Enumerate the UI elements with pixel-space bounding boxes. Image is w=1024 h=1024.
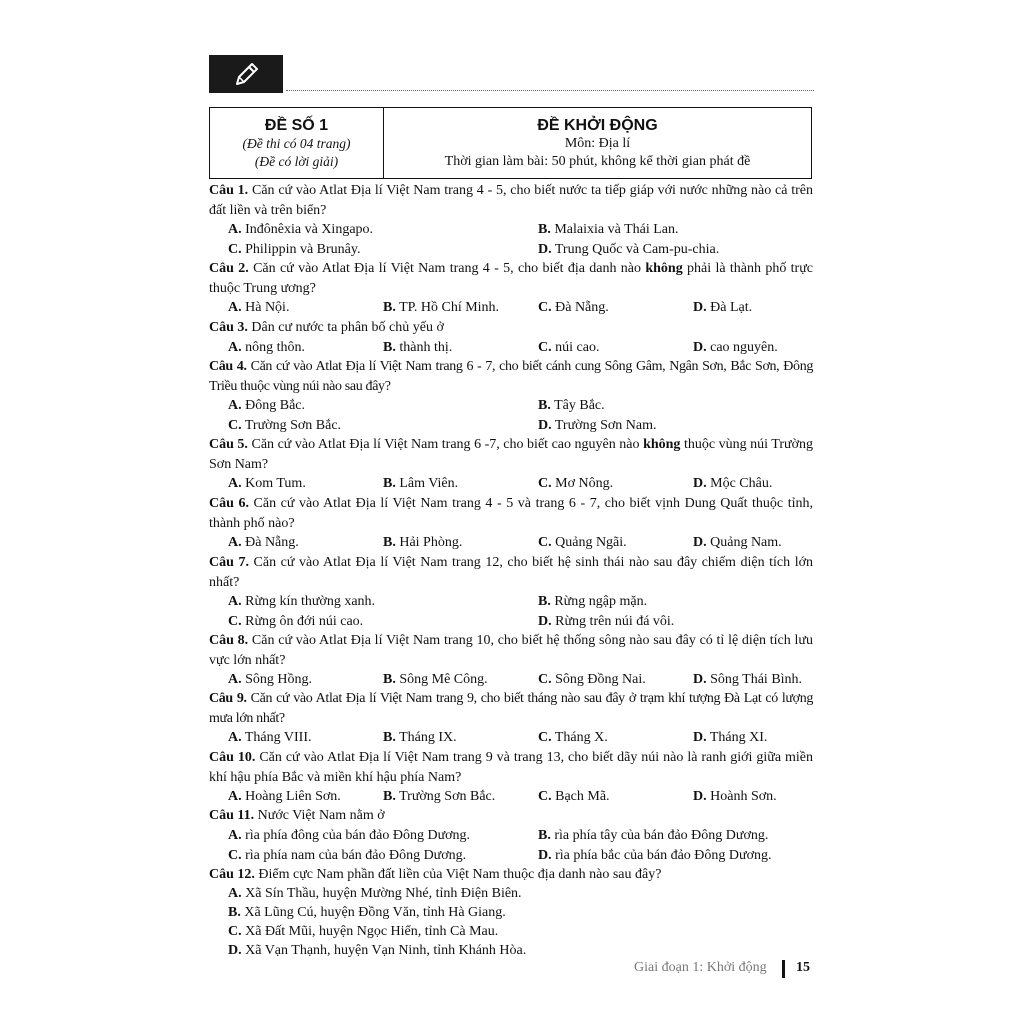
option-text: Quảng Nam. xyxy=(710,535,782,550)
option-text: Quảng Ngãi. xyxy=(555,535,627,550)
option xyxy=(228,416,341,436)
option xyxy=(228,826,470,846)
exam-number: ĐỀ SỐ 1 xyxy=(264,117,329,134)
option-letter: C. xyxy=(538,300,552,315)
option xyxy=(228,922,498,942)
option-letter: A. xyxy=(228,476,242,491)
option xyxy=(693,533,782,553)
dotted-divider xyxy=(286,90,814,91)
question-12 xyxy=(209,865,813,885)
question-text: thuộc vùng núi Trường Sơn Nam? xyxy=(209,437,814,472)
option xyxy=(538,533,627,553)
option-text: Tháng XI. xyxy=(709,730,768,745)
emphasis-text: không xyxy=(643,437,681,452)
option-text: Hoàng Liên Sơn. xyxy=(245,789,341,804)
question-text: Căn cứ vào Atlat Địa lí Việt Nam trang 4 - 5 và trang 6 - 7, cho biết vịnh Dung Quất thuộc tỉnh, thành phố nào? xyxy=(209,496,813,531)
option-letter: B. xyxy=(538,594,551,609)
question-11 xyxy=(209,806,813,826)
option-text: Mơ Nông. xyxy=(555,476,614,491)
option xyxy=(228,220,373,240)
footer-divider xyxy=(782,960,785,978)
option xyxy=(693,298,752,318)
option-text: Xã Sín Thầu, huyện Mường Nhé, tỉnh Điện Biên. xyxy=(245,886,522,901)
option xyxy=(383,670,488,690)
option-letter: A. xyxy=(228,886,242,901)
emphasis-text: không xyxy=(645,261,683,276)
option xyxy=(228,846,466,866)
option-letter: A. xyxy=(228,789,242,804)
question-1 xyxy=(209,181,813,220)
option-text: Sông Mê Công. xyxy=(399,672,488,687)
option-letter: A. xyxy=(228,730,242,745)
option-letter: D. xyxy=(693,535,707,550)
option xyxy=(538,220,678,240)
option-text: Tháng IX. xyxy=(399,730,457,745)
question-text: Nước Việt Nam nằm ở xyxy=(257,808,385,823)
option-text: rìa phía tây của bán đảo Đông Dương. xyxy=(554,828,769,843)
option-text: Malaixia và Thái Lan. xyxy=(554,222,679,237)
option xyxy=(538,787,610,807)
exam-info-left xyxy=(210,108,384,178)
option-text: Đông Bắc. xyxy=(245,398,306,413)
option-text: Mộc Châu. xyxy=(710,476,773,491)
option-text: Rừng trên núi đá vôi. xyxy=(555,614,675,629)
option-letter: C. xyxy=(228,614,242,629)
option-letter: A. xyxy=(228,828,242,843)
option-letter: A. xyxy=(228,300,242,315)
question-label: Câu 4. xyxy=(209,359,247,374)
option-letter: A. xyxy=(228,535,242,550)
option xyxy=(383,787,495,807)
option xyxy=(693,670,802,690)
option xyxy=(693,728,767,748)
option-letter: B. xyxy=(383,730,396,745)
option-text: Hà Nội. xyxy=(245,300,290,315)
option xyxy=(693,787,777,807)
option-letter: B. xyxy=(538,828,551,843)
option-letter: D. xyxy=(538,614,552,629)
option xyxy=(538,728,608,748)
option xyxy=(538,612,674,632)
option-text: núi cao. xyxy=(555,340,600,355)
question-label: Câu 10. xyxy=(209,750,256,765)
question-5 xyxy=(209,435,813,474)
option-text: rìa phía đông của bán đảo Đông Dương. xyxy=(245,828,471,843)
option-letter: D. xyxy=(538,242,552,257)
solution-note: (Đề có lời giải) xyxy=(254,154,339,169)
question-text: phải là thành phố trực thuộc Trung ương? xyxy=(209,261,814,296)
option-text: Rừng ôn đới núi cao. xyxy=(245,614,364,629)
option-letter: B. xyxy=(383,535,396,550)
option-letter: C. xyxy=(228,418,242,433)
option-letter: B. xyxy=(383,476,396,491)
option-letter: D. xyxy=(693,730,707,745)
option-text: Hoành Sơn. xyxy=(710,789,777,804)
option xyxy=(538,240,719,260)
exam-subject: Môn: Địa lí xyxy=(564,136,631,151)
question-text: Căn cứ vào Atlat Địa lí Việt Nam trang 10, cho biết hệ thống sông nào sau đây có tỉ lệ diện tích lưu vực lớn nhất? xyxy=(209,633,814,668)
exam-info-right xyxy=(384,108,811,178)
option xyxy=(538,592,647,612)
option-letter: D. xyxy=(538,848,552,863)
option-letter: D. xyxy=(693,789,707,804)
option xyxy=(228,884,522,904)
option xyxy=(383,298,499,318)
option-text: Bạch Mã. xyxy=(555,789,610,804)
question-10 xyxy=(209,748,813,787)
pencil-badge xyxy=(209,55,283,93)
option-letter: A. xyxy=(228,594,242,609)
question-4 xyxy=(209,357,813,396)
option-text: Trung Quốc và Cam-pu-chia. xyxy=(554,242,720,257)
question-label: Câu 9. xyxy=(209,691,247,706)
option-text: nông thôn. xyxy=(245,340,306,355)
option-text: Xã Vạn Thạnh, huyện Vạn Ninh, tỉnh Khánh Hòa. xyxy=(245,943,527,958)
option-letter: B. xyxy=(228,905,241,920)
option-text: rìa phía nam của bán đảo Đông Dương. xyxy=(245,848,467,863)
option xyxy=(538,338,599,358)
question-label: Câu 5. xyxy=(209,437,248,452)
option-letter: D. xyxy=(228,943,242,958)
question-label: Câu 11. xyxy=(209,808,255,823)
option xyxy=(538,416,657,436)
option xyxy=(383,474,458,494)
option-letter: B. xyxy=(383,340,396,355)
question-text: Căn cứ vào Atlat Địa lí Việt Nam trang 6 -7, cho biết cao nguyên nào xyxy=(251,437,644,452)
option-text: Tây Bắc. xyxy=(554,398,605,413)
exam-time: Thời gian làm bài: 50 phút, không kể thời gian phát đề xyxy=(444,154,751,169)
option xyxy=(228,240,361,260)
option-text: Rừng kín thường xanh. xyxy=(245,594,376,609)
option xyxy=(228,728,311,748)
option-letter: C. xyxy=(228,848,242,863)
option-text: Đà Nẵng. xyxy=(555,300,609,315)
option xyxy=(383,338,452,358)
question-label: Câu 8. xyxy=(209,633,249,648)
option-letter: A. xyxy=(228,222,242,237)
page-count-note: (Đề thi có 04 trang) xyxy=(242,136,351,151)
option xyxy=(228,612,363,632)
option-letter: C. xyxy=(538,476,552,491)
option xyxy=(228,903,506,923)
option-text: Trường Sơn Nam. xyxy=(554,418,657,433)
option-letter: B. xyxy=(383,789,396,804)
option xyxy=(228,670,312,690)
option xyxy=(228,592,375,612)
question-text: Căn cứ vào Atlat Địa lí Việt Nam trang 9 và trang 13, cho biết dãy núi nào là ranh giới giữa miền khí hậu phía Bắc và miền khí hậu phía Nam? xyxy=(209,750,814,785)
option-letter: B. xyxy=(538,398,551,413)
option-letter: A. xyxy=(228,340,242,355)
option-text: Trường Sơn Bắc. xyxy=(244,418,342,433)
option-text: cao nguyên. xyxy=(710,340,778,355)
option xyxy=(538,298,609,318)
question-label: Câu 2. xyxy=(209,261,249,276)
question-3 xyxy=(209,318,813,338)
option-text: Sông Đồng Nai. xyxy=(555,672,646,687)
question-text: Căn cứ vào Atlat Địa lí Việt Nam trang 6 - 7, cho biết cánh cung Sông Gâm, Ngân Sơn, Bắc Sơn, Đông Triều thuộc vùng núi nào sau đây? xyxy=(209,359,814,394)
option-text: Hải Phòng. xyxy=(399,535,463,550)
question-label: Câu 6. xyxy=(209,496,249,511)
option-text: Xã Đất Mũi, huyện Ngọc Hiển, tỉnh Cà Mau. xyxy=(245,924,499,939)
option-letter: D. xyxy=(693,300,707,315)
option xyxy=(693,474,772,494)
question-label: Câu 12. xyxy=(209,867,255,882)
option xyxy=(383,728,457,748)
exam-header xyxy=(209,107,812,179)
option xyxy=(228,787,341,807)
option-letter: C. xyxy=(228,242,242,257)
option xyxy=(538,474,613,494)
option-text: Xã Lũng Cú, huyện Đồng Văn, tỉnh Hà Giang. xyxy=(244,905,506,920)
question-6 xyxy=(209,494,813,533)
option-text: rìa phía bắc của bán đảo Đông Dương. xyxy=(555,848,772,863)
option xyxy=(228,533,299,553)
option-letter: B. xyxy=(383,672,396,687)
option-letter: D. xyxy=(693,476,707,491)
option-text: Tháng VIII. xyxy=(244,730,312,745)
question-text: Căn cứ vào Atlat Địa lí Việt Nam trang 4 - 5, cho biết địa danh nào xyxy=(253,261,646,276)
question-7 xyxy=(209,553,813,592)
footer-section: Giai đoạn 1: Khởi động xyxy=(634,960,767,975)
option xyxy=(693,338,778,358)
question-label: Câu 7. xyxy=(209,555,249,570)
option-text: Đà Nẵng. xyxy=(245,535,299,550)
page-number: 15 xyxy=(796,960,810,975)
option-text: Lâm Viên. xyxy=(399,476,459,491)
option-text: TP. Hồ Chí Minh. xyxy=(399,300,500,315)
option-letter: A. xyxy=(228,672,242,687)
option-text: Sông Hồng. xyxy=(245,672,313,687)
question-text: Căn cứ vào Atlat Địa lí Việt Nam trang 9, cho biết tháng nào sau đây ở trạm khí tượng Đà Lạt có lượng mưa lớn nhất? xyxy=(209,691,814,726)
option xyxy=(538,846,772,866)
option xyxy=(228,396,305,416)
question-2 xyxy=(209,259,813,298)
option-letter: D. xyxy=(538,418,552,433)
option xyxy=(228,941,526,961)
question-label: Câu 1. xyxy=(209,183,249,198)
option-text: thành thị. xyxy=(399,340,453,355)
exam-title: ĐỀ KHỞI ĐỘNG xyxy=(537,117,658,134)
option-letter: C. xyxy=(538,535,552,550)
option-text: Rừng ngập mặn. xyxy=(554,594,648,609)
question-8 xyxy=(209,631,813,670)
option-text: Đà Lạt. xyxy=(710,300,753,315)
option-letter: C. xyxy=(538,789,552,804)
option xyxy=(538,670,646,690)
option xyxy=(228,298,289,318)
option-text: Tháng X. xyxy=(554,730,608,745)
option xyxy=(228,338,305,358)
question-text: Điểm cực Nam phần đất liền của Việt Nam thuộc địa danh nào sau đây? xyxy=(258,867,662,882)
option xyxy=(228,474,306,494)
question-text: Căn cứ vào Atlat Địa lí Việt Nam trang 4 - 5, cho biết nước ta tiếp giáp với nước những nào cả trên đất liền và trên biển? xyxy=(209,183,814,218)
pencil-icon xyxy=(233,60,261,88)
option-letter: C. xyxy=(538,730,552,745)
option-letter: D. xyxy=(693,340,707,355)
option-letter: B. xyxy=(383,300,396,315)
option-text: Philippin và Brunây. xyxy=(245,242,361,257)
option-letter: C. xyxy=(538,672,552,687)
option-letter: A. xyxy=(228,398,242,413)
option-letter: C. xyxy=(228,924,242,939)
question-9 xyxy=(209,689,813,728)
option-text: Kom Tum. xyxy=(245,476,306,491)
question-label: Câu 3. xyxy=(209,320,248,335)
option-letter: D. xyxy=(693,672,707,687)
option-letter: B. xyxy=(538,222,551,237)
option-text: Inđônêxia và Xingapo. xyxy=(245,222,374,237)
option-letter: C. xyxy=(538,340,552,355)
option-text: Sông Thái Bình. xyxy=(710,672,803,687)
option xyxy=(538,396,605,416)
option xyxy=(383,533,462,553)
question-text: Căn cứ vào Atlat Địa lí Việt Nam trang 12, cho biết hệ sinh thái nào sau đây chiếm diện tích lớn nhất? xyxy=(209,555,813,590)
option xyxy=(538,826,768,846)
option-text: Trường Sơn Bắc. xyxy=(399,789,496,804)
question-text: Dân cư nước ta phân bố chủ yếu ở xyxy=(251,320,444,335)
